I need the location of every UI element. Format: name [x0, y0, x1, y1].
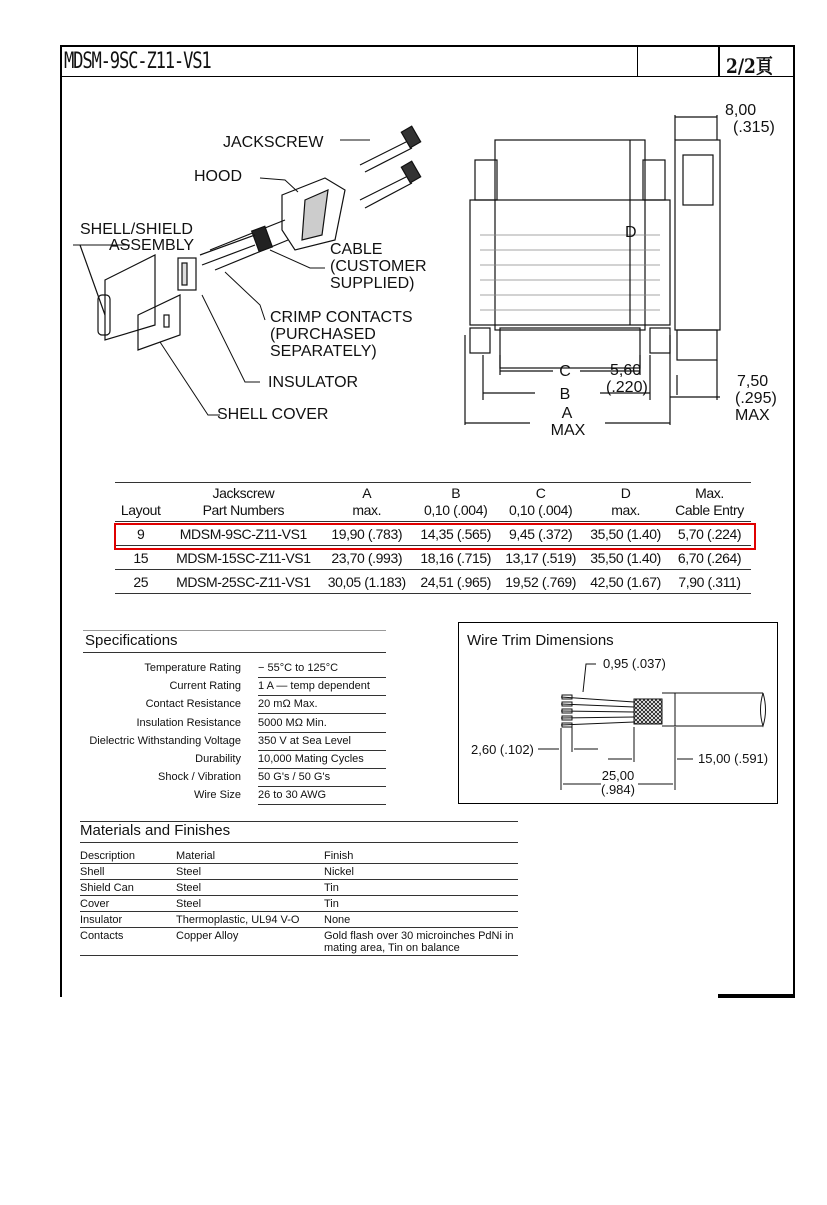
column-header — [583, 483, 668, 522]
divider — [83, 630, 386, 631]
table-row — [80, 880, 518, 896]
dim-overall-strip: 25,00 — [601, 768, 635, 783]
dim-flange: 5,60 — [610, 362, 642, 379]
dim-a-max: MAX — [550, 422, 586, 439]
column-header-line: Layout — [120, 502, 161, 518]
label-jackscrew: JACKSCREW — [223, 134, 324, 151]
spec-value: 1 A — temp dependent — [258, 680, 386, 696]
column-header-line: A — [362, 485, 372, 501]
table-cell: 19,52 (.769) — [498, 570, 583, 594]
dim-side-width: 8,00 — [725, 102, 757, 119]
spec-row — [83, 715, 386, 733]
table-cell: 14,35 (.565) — [413, 522, 498, 546]
spec-value: − 55°C to 125°C — [258, 662, 386, 678]
column-header-line: Jackscrew — [212, 485, 275, 501]
table-cell: MDSM-9SC-Z11-VS1 — [166, 522, 320, 546]
wire-trim-drawing — [458, 622, 776, 802]
column-header-line: 0,10 (.004) — [424, 502, 488, 518]
frame-top — [60, 45, 795, 47]
frame-bottom-bar — [718, 994, 795, 998]
column-header-line — [119, 485, 162, 502]
table-row — [115, 570, 751, 594]
table-cell: MDSM-25SC-Z11-VS1 — [166, 570, 320, 594]
spec-label: Current Rating — [169, 680, 241, 693]
dim-d: D — [625, 224, 637, 241]
spec-value: 5000 MΩ Min. — [258, 717, 386, 733]
label-crimp-2: (PURCHASED — [270, 326, 376, 343]
spec-row — [83, 696, 386, 714]
exploded-view-drawing — [60, 100, 440, 440]
table-cell: None — [324, 912, 518, 928]
table-cell: Tin — [324, 896, 518, 912]
table-cell: 7,90 (.311) — [668, 570, 751, 594]
table-cell: 30,05 (1.183) — [320, 570, 413, 594]
table-header-row — [115, 483, 751, 522]
label-crimp-contacts: CRIMP CONTACTS — [270, 309, 413, 326]
header-divider — [60, 76, 795, 77]
column-header-line: 0,10 (.004) — [508, 502, 573, 518]
spec-row — [83, 751, 386, 769]
dim-contact-diameter: 0,95 (.037) — [603, 656, 666, 671]
column-header — [320, 483, 413, 522]
table-cell: Copper Alloy — [176, 928, 324, 956]
column-header — [115, 483, 166, 522]
column-header — [498, 483, 583, 522]
materials-title: Materials and Finishes — [80, 822, 231, 839]
label-crimp-3: SEPARATELY) — [270, 343, 377, 360]
table-cell: Steel — [176, 880, 324, 896]
table-cell: Thermoplastic, UL94 V-O — [176, 912, 324, 928]
label-cable: CABLE — [330, 241, 383, 258]
label-cable-2: (CUSTOMER — [330, 258, 427, 275]
column-header: Material — [176, 848, 324, 864]
table-cell: 18,16 (.715) — [413, 546, 498, 570]
dim-depth-in: (.295) — [735, 390, 777, 407]
spec-label: Wire Size — [193, 789, 241, 802]
dim-overall-strip-in: (.984) — [601, 782, 635, 797]
header-cell-divider — [718, 45, 720, 77]
column-header-line: Max. — [695, 485, 724, 501]
divider — [83, 652, 386, 653]
label-shell-shield-2: ASSEMBLY — [109, 237, 195, 254]
label-shell-cover: SHELL COVER — [217, 406, 329, 423]
table-cell: Contacts — [80, 928, 176, 956]
page-number: 2/2頁 — [726, 54, 773, 78]
table-cell: Steel — [176, 896, 324, 912]
spec-label: Temperature Rating — [144, 662, 241, 674]
table-cell: MDSM-15SC-Z11-VS1 — [166, 546, 320, 570]
column-header-line: Cable Entry — [675, 502, 744, 518]
column-header: Finish — [324, 848, 518, 864]
spec-row — [83, 678, 386, 696]
table-row — [80, 912, 518, 928]
label-insulator: INSULATOR — [268, 374, 359, 391]
column-header-line: D — [620, 485, 631, 501]
table-cell: 13,17 (.519) — [498, 546, 583, 570]
specifications-title: Specifications — [85, 632, 178, 649]
dim-flange-in: (.220) — [606, 379, 648, 396]
column-header — [166, 483, 320, 522]
table-row — [80, 928, 518, 956]
spec-label: Insulation Resistance — [136, 716, 241, 729]
column-header — [413, 483, 498, 522]
dim-depth: 7,50 — [737, 373, 769, 390]
table-cell: Gold flash over 30 microinches PdNi in mating area, Tin on balance — [324, 928, 518, 956]
table-cell: 15 — [115, 546, 166, 570]
dim-side-width-in: (.315) — [733, 119, 775, 136]
column-header-line: max. — [352, 502, 382, 518]
spec-row — [83, 660, 386, 678]
spec-value: 10,000 Mating Cycles — [258, 753, 386, 769]
spec-row — [83, 787, 386, 805]
column-header — [668, 483, 751, 522]
spec-row — [83, 733, 386, 751]
table-cell: Tin — [324, 880, 518, 896]
label-shell-shield: SHELL/SHIELD — [80, 221, 193, 238]
wire-trim-title: Wire Trim Dimensions — [467, 632, 614, 649]
spec-row — [83, 769, 386, 787]
table-cell: Insulator — [80, 912, 176, 928]
spec-label: Durability — [195, 753, 241, 765]
dim-depth-max: MAX — [735, 407, 770, 424]
column-header-line: Part Numbers — [202, 502, 285, 518]
table-cell: Shell — [80, 864, 176, 880]
table-cell: 42,50 (1.67) — [583, 570, 668, 594]
label-cable-3: SUPPLIED) — [330, 275, 415, 292]
table-row — [80, 864, 518, 880]
highlight-box — [114, 523, 756, 550]
spec-value: 50 G's / 50 G's — [258, 771, 386, 787]
column-header-line: max. — [611, 502, 640, 518]
table-cell: 9,45 (.372) — [498, 522, 583, 546]
table-cell: 24,51 (.965) — [413, 570, 498, 594]
table-cell: 23,70 (.993) — [320, 546, 413, 570]
header-cell-divider — [637, 45, 638, 77]
table-cell: 5,70 (.224) — [668, 522, 751, 546]
table-cell: 19,90 (.783) — [320, 522, 413, 546]
table-header-row — [80, 848, 518, 864]
table-cell: Steel — [176, 864, 324, 880]
divider — [80, 842, 518, 843]
frame-right — [793, 45, 795, 997]
table-cell: 25 — [115, 570, 166, 594]
dim-c: C — [559, 363, 571, 380]
column-header-line: C — [535, 485, 546, 501]
table-cell: 9 — [115, 522, 166, 546]
table-cell: 35,50 (1.40) — [583, 522, 668, 546]
dim-b: B — [559, 386, 571, 403]
column-header-line: B — [451, 485, 461, 501]
table-cell: Cover — [80, 896, 176, 912]
spec-value: 350 V at Sea Level — [258, 735, 386, 751]
dim-contact-strip: 2,60 (.102) — [471, 742, 534, 757]
materials-table — [80, 848, 518, 956]
outline-dimension-drawing — [455, 95, 790, 445]
table-row — [80, 896, 518, 912]
dim-a: A — [561, 405, 573, 422]
table-cell: 35,50 (1.40) — [583, 546, 668, 570]
dim-jacket-strip: 15,00 (.591) — [698, 751, 769, 766]
label-hood: HOOD — [194, 168, 242, 185]
table-cell: 6,70 (.264) — [668, 546, 751, 570]
spec-value: 26 to 30 AWG — [258, 789, 386, 805]
document-title: MDSM-9SC-Z11-VS1 — [64, 49, 211, 74]
spec-label: Dielectric Withstanding Voltage — [89, 734, 241, 747]
spec-value: 20 mΩ Max. — [258, 698, 386, 714]
column-header: Description — [80, 848, 176, 864]
spec-label: Shock / Vibration — [158, 771, 241, 784]
table-cell: Nickel — [324, 864, 518, 880]
table-cell: Shield Can — [80, 880, 176, 896]
spec-label: Contact Resistance — [145, 698, 241, 711]
